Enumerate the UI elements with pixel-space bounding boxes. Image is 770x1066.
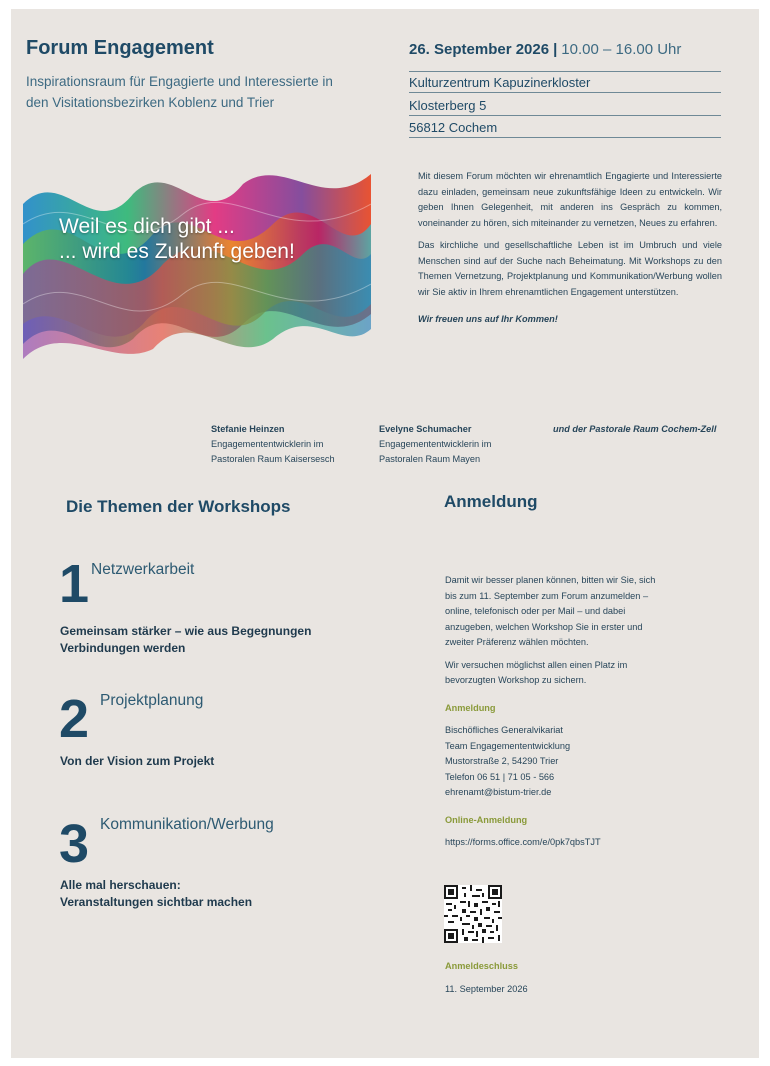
contact-org: Bischöfliches Generalvikariat <box>445 725 563 735</box>
deadline-date: 11. September 2026 <box>445 983 528 994</box>
event-datetime <box>409 41 681 58</box>
signature-role: Engagemententwicklerin im <box>379 439 492 449</box>
contact-label: Anmeldung <box>445 702 496 713</box>
page-subtitle: Inspirationsraum für Engagierte und Interessierte in den Visitationsbezirken Koblenz und Trier <box>26 74 333 110</box>
hero-slogan-line1: Weil es dich gibt ... <box>59 215 235 238</box>
qr-code[interactable] <box>444 885 502 943</box>
signature-name: Evelyne Schumacher <box>379 424 472 434</box>
registration-heading: Anmeldung <box>444 492 538 511</box>
venue-city: 56812 Cochem <box>409 117 721 138</box>
workshop-2-description: Von der Vision zum Projekt <box>60 754 215 768</box>
registration-info <box>445 573 665 851</box>
registration-deadline <box>445 959 665 997</box>
contact-phone: Telefon 06 51 | 71 05 - 566 <box>445 771 555 782</box>
flyer-page <box>11 9 759 1058</box>
workshops-heading: Die Themen der Workshops <box>66 497 291 516</box>
hero-image <box>23 154 371 369</box>
venue-name: Kulturzentrum Kapuzinerkloster <box>409 71 721 93</box>
event-date: 26. September 2026 <box>409 41 550 58</box>
qr-code-icon <box>444 885 502 943</box>
online-label: Online-Anmeldung <box>445 814 528 825</box>
hero-slogan-line2: ... wird es Zukunft geben! <box>59 240 295 263</box>
venue-street: Klosterberg 5 <box>409 95 721 116</box>
signature-pastoral-raum: und der Pastorale Raum Cochem-Zell <box>553 424 717 434</box>
intro-text <box>418 169 722 335</box>
workshop-1-name: Netzwerkarbeit <box>91 561 195 578</box>
venue-address <box>409 71 721 140</box>
registration-paragraph-1: Damit wir besser planen können, bitten wir Sie, sich bis zum 11. September zum Forum anzumelden – online, telefonisch oder per Mail – und dabei anzugeben, welchen Workshop Sie in erster und zweiter Präferenz wählen möchten. <box>445 575 656 647</box>
workshop-3-name: Kommunikation/Werbung <box>100 816 274 833</box>
workshop-3-number: 3 <box>59 814 90 874</box>
signature-place: Pastoralen Raum Mayen <box>379 454 481 464</box>
contact-email[interactable]: ehrenamt@bistum-trier.de <box>445 787 552 797</box>
date-separator: | <box>553 41 558 58</box>
online-url[interactable]: https://forms.office.com/e/0pk7qbsTJT <box>445 837 601 847</box>
signature-place: Pastoralen Raum Kaisersesch <box>211 454 335 464</box>
hero-slogan <box>59 214 295 264</box>
signature-heinzen <box>211 422 335 467</box>
intro-paragraph-2: Das kirchliche und gesellschaftliche Leben ist im Umbruch und viele Menschen sind auf der Suche nach Beheimatung. Mit Workshops zu den Themen Vernetzung, Projektplanung und Kommunikation/Werbung wollen wir Sie aktiv in Ihrem ehrenamtlichen Engagement unterstützen. <box>418 240 722 297</box>
workshop-1-description: Gemeinsam stärker – wie aus Begegnungen Verbindungen werden <box>60 624 312 655</box>
workshop-2-number: 2 <box>59 689 90 749</box>
workshop-1-number: 1 <box>59 554 90 614</box>
page-title: Forum Engagement <box>26 37 214 59</box>
intro-closing: Wir freuen uns auf Ihr Kommen! <box>418 314 558 324</box>
deadline-label: Anmeldeschluss <box>445 961 519 971</box>
registration-paragraph-2: Wir versuchen möglichst allen einen Platz im bevorzugten Workshop zu sichern. <box>445 659 628 685</box>
workshop-3-description: Alle mal herschauen: Veranstaltungen sichtbar machen <box>60 878 253 909</box>
workshop-2-name: Projektplanung <box>100 692 204 709</box>
signature-role: Engagemententwicklerin im <box>211 439 324 449</box>
event-time: 10.00 – 16.00 Uhr <box>561 41 682 58</box>
signature-schumacher <box>379 422 491 467</box>
contact-address: Mustorstraße 2, 54290 Trier <box>445 756 559 766</box>
intro-paragraph-1: Mit diesem Forum möchten wir ehrenamtlich Engagierte und Interessierte dazu einladen, gemeinsam neue zukunftsfähige Ideen zu entwickeln. Wir geben Ihnen Gelegenheit, mit anderen ins Gespräch zu kommen, voneinander zu hören, sich miteinander zu vernetzen, Neues zu erfahren. <box>418 171 722 228</box>
signature-name: Stefanie Heinzen <box>211 424 285 434</box>
contact-team: Team Engagemententwicklung <box>445 740 571 751</box>
